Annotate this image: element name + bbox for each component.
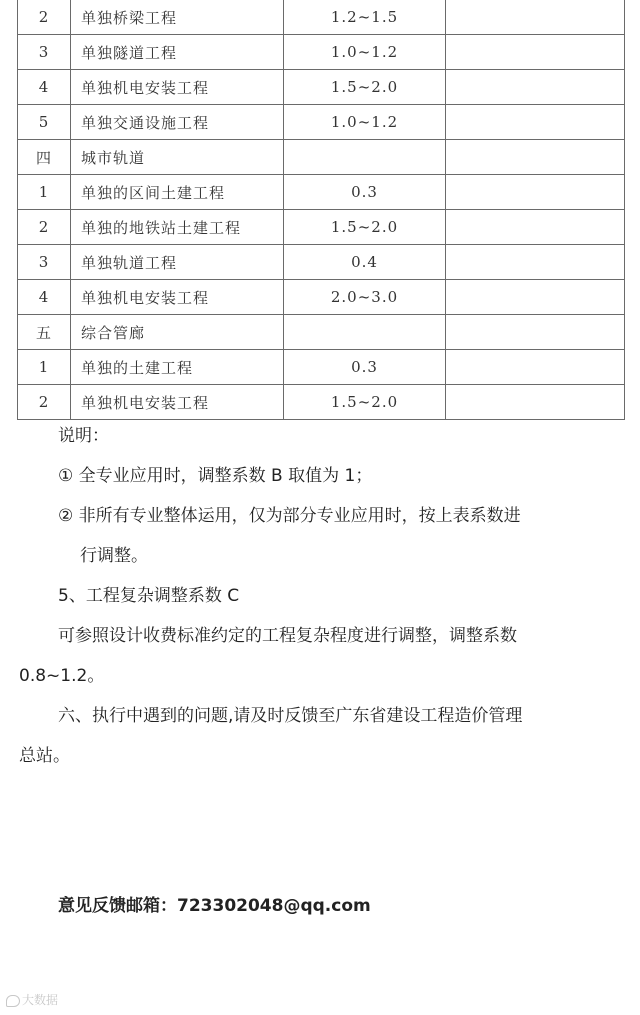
notes-item-2-line-1: ② 非所有专业整体运用，仅为部分专业应用时，按上表系数进 <box>58 506 521 526</box>
table-row <box>18 210 625 245</box>
table-row <box>18 105 625 140</box>
row-remark <box>446 175 625 210</box>
row-number: 2 <box>18 210 71 245</box>
row-project-name: 单独桥梁工程 <box>71 0 284 35</box>
watermark <box>6 990 58 1010</box>
table-row <box>18 70 625 105</box>
coefficient-table <box>17 0 625 420</box>
feedback-email: 意见反馈邮箱：723302048@qq.com <box>58 896 371 916</box>
table-row <box>18 350 625 385</box>
section-5-line-1: 可参照设计收费标准约定的工程复杂程度进行调整，调整系数 <box>58 626 517 646</box>
row-remark <box>446 280 625 315</box>
row-project-name: 单独隧道工程 <box>71 35 284 70</box>
row-coefficient: 0.3 <box>284 175 446 210</box>
table-row <box>18 35 625 70</box>
table-row <box>18 385 625 420</box>
row-number: 4 <box>18 280 71 315</box>
section-5-title: 5、工程复杂调整系数 C <box>58 586 240 606</box>
row-coefficient: 1.5~2.0 <box>284 385 446 420</box>
notes-item-2-line-2: 行调整。 <box>80 546 148 566</box>
notes-section <box>0 416 640 776</box>
row-number: 1 <box>18 175 71 210</box>
row-coefficient: 1.0~1.2 <box>284 105 446 140</box>
row-number: 5 <box>18 105 71 140</box>
table-row <box>18 0 625 35</box>
row-number: 五 <box>18 315 71 350</box>
table-row <box>18 315 625 350</box>
row-project-name: 单独机电安装工程 <box>71 70 284 105</box>
row-coefficient <box>284 140 446 175</box>
chat-bubble-icon <box>6 995 20 1007</box>
row-coefficient: 1.5~2.0 <box>284 70 446 105</box>
row-remark <box>446 0 625 35</box>
row-number: 1 <box>18 350 71 385</box>
row-number: 3 <box>18 245 71 280</box>
row-project-name: 单独轨道工程 <box>71 245 284 280</box>
row-project-name: 综合管廊 <box>71 315 284 350</box>
row-project-name: 单独的地铁站土建工程 <box>71 210 284 245</box>
row-remark <box>446 35 625 70</box>
row-remark <box>446 350 625 385</box>
row-coefficient: 2.0~3.0 <box>284 280 446 315</box>
row-coefficient: 0.4 <box>284 245 446 280</box>
notes-item-1: ① 全专业应用时，调整系数 B 取值为 1； <box>58 466 373 486</box>
section-6-line-1: 六、执行中遇到的问题,请及时反馈至广东省建设工程造价管理 <box>58 706 523 726</box>
row-coefficient: 1.0~1.2 <box>284 35 446 70</box>
row-project-name: 单独机电安装工程 <box>71 280 284 315</box>
row-project-name: 单独机电安装工程 <box>71 385 284 420</box>
row-remark <box>446 315 625 350</box>
row-coefficient <box>284 315 446 350</box>
table-row <box>18 280 625 315</box>
row-remark <box>446 105 625 140</box>
section-5-line-2: 0.8~1.2。 <box>19 666 105 686</box>
row-coefficient: 0.3 <box>284 350 446 385</box>
row-number: 四 <box>18 140 71 175</box>
notes-heading: 说明： <box>58 426 109 446</box>
table-row <box>18 245 625 280</box>
row-number: 2 <box>18 0 71 35</box>
row-number: 3 <box>18 35 71 70</box>
table-row <box>18 175 625 210</box>
table-row <box>18 140 625 175</box>
row-project-name: 城市轨道 <box>71 140 284 175</box>
row-remark <box>446 245 625 280</box>
row-number: 4 <box>18 70 71 105</box>
row-project-name: 单独的区间土建工程 <box>71 175 284 210</box>
section-6-line-2: 总站。 <box>19 746 70 766</box>
watermark-text: 大数据 <box>22 993 59 1007</box>
coefficient-table-body <box>18 0 625 420</box>
row-project-name: 单独交通设施工程 <box>71 105 284 140</box>
row-coefficient: 1.2~1.5 <box>284 0 446 35</box>
row-number: 2 <box>18 385 71 420</box>
row-remark <box>446 385 625 420</box>
row-remark <box>446 70 625 105</box>
row-remark <box>446 210 625 245</box>
row-coefficient: 1.5~2.0 <box>284 210 446 245</box>
row-remark <box>446 140 625 175</box>
row-project-name: 单独的土建工程 <box>71 350 284 385</box>
